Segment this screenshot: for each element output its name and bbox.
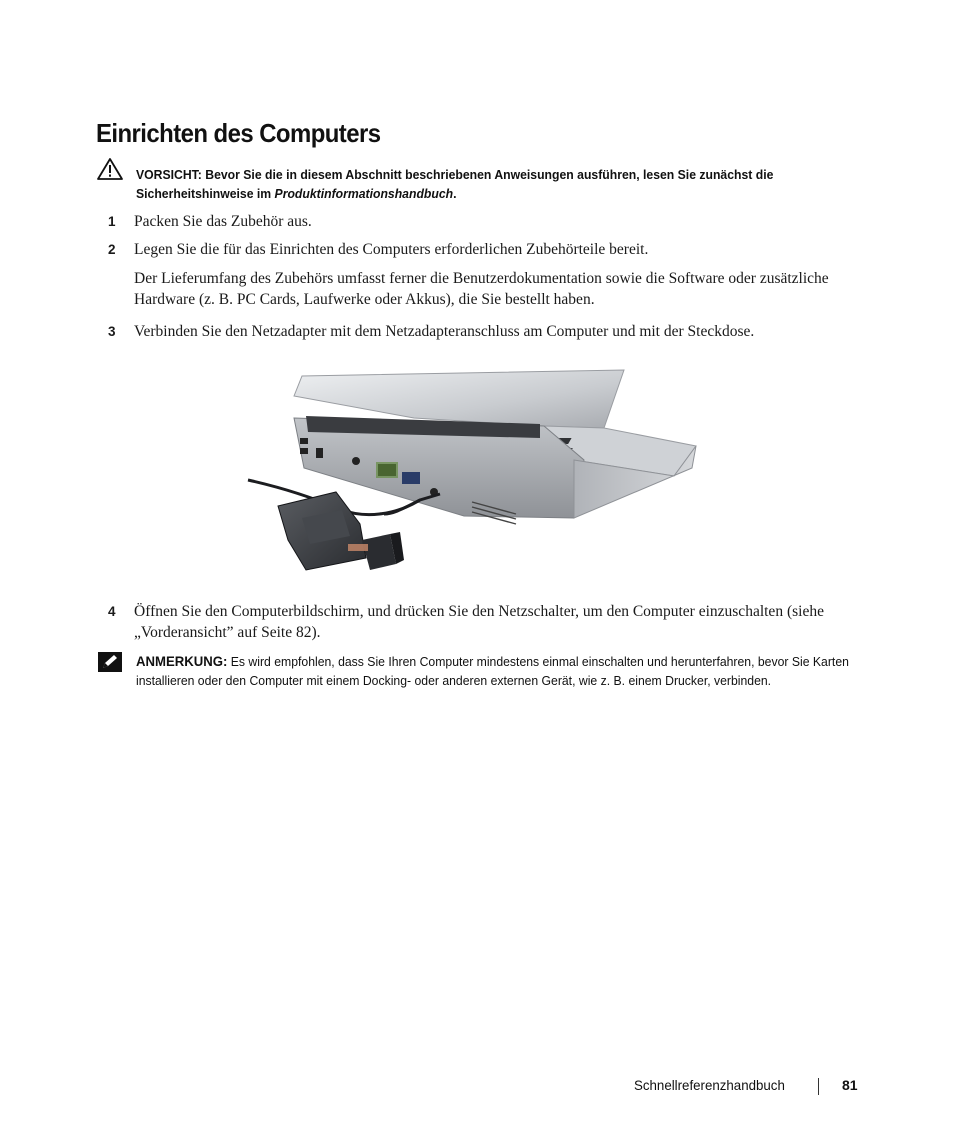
note-pencil-icon [98, 652, 124, 674]
step-text: Packen Sie das Zubehör aus. [134, 213, 312, 230]
step-4 [108, 601, 868, 643]
page-number: 81 [842, 1077, 858, 1093]
note-notice [96, 651, 876, 690]
caution-notice [96, 157, 876, 203]
caution-text [136, 157, 860, 203]
step-number: 3 [108, 324, 116, 339]
step-text: Legen Sie die für das Einrichten des Computers erforderlichen Zubehörteile bereit. [134, 241, 649, 258]
note-text [136, 651, 860, 690]
caution-emphasis: Produktinformationshandbuch [274, 186, 454, 201]
step-text: Verbinden Sie den Netzadapter mit dem Netzadapteranschluss am Computer und mit der Steckdose. [134, 323, 755, 340]
step-3 [108, 321, 868, 342]
step-1 [108, 211, 868, 232]
caution-body: Bevor Sie die in diesem Abschnitt beschriebenen Anweisungen ausführen, lesen Sie zunächst die Sicherheitshinweise im [136, 167, 774, 201]
footer-doc-name: Schnellreferenzhandbuch [634, 1077, 785, 1093]
step-number: 4 [108, 604, 116, 619]
caution-label: VORSICHT: [136, 167, 202, 182]
page-title: Einrichten des Computers [96, 118, 381, 148]
warning-triangle-icon [96, 157, 124, 181]
caution-end: . [453, 186, 457, 201]
step-number: 1 [108, 214, 116, 229]
step-text: Öffnen Sie den Computerbildschirm, und drücken Sie den Netzschalter, um den Computer einzuschalten (siehe „Vorderansicht” auf Seite 82). [134, 603, 824, 641]
step-number: 2 [108, 242, 116, 257]
laptop-ac-adapter-illustration [244, 368, 706, 582]
note-label: ANMERKUNG: [136, 653, 228, 669]
step-2-detail: Der Lieferumfang des Zubehörs umfasst ferner die Benutzerdokumentation sowie die Software oder zusätzliche Hardware (z. B. PC Cards, Laufwerke oder Akkus), die Sie bestellt haben. [134, 270, 829, 308]
note-body: Es wird empfohlen, dass Sie Ihren Computer mindestens einmal einschalten und herunterfahren, bevor Sie Karten installieren oder den Computer mit einem Docking- oder anderen externen Gerät, wie z. B. einem Drucker, verbinden. [136, 654, 849, 688]
footer-divider [818, 1078, 819, 1095]
step-2 [108, 239, 868, 260]
